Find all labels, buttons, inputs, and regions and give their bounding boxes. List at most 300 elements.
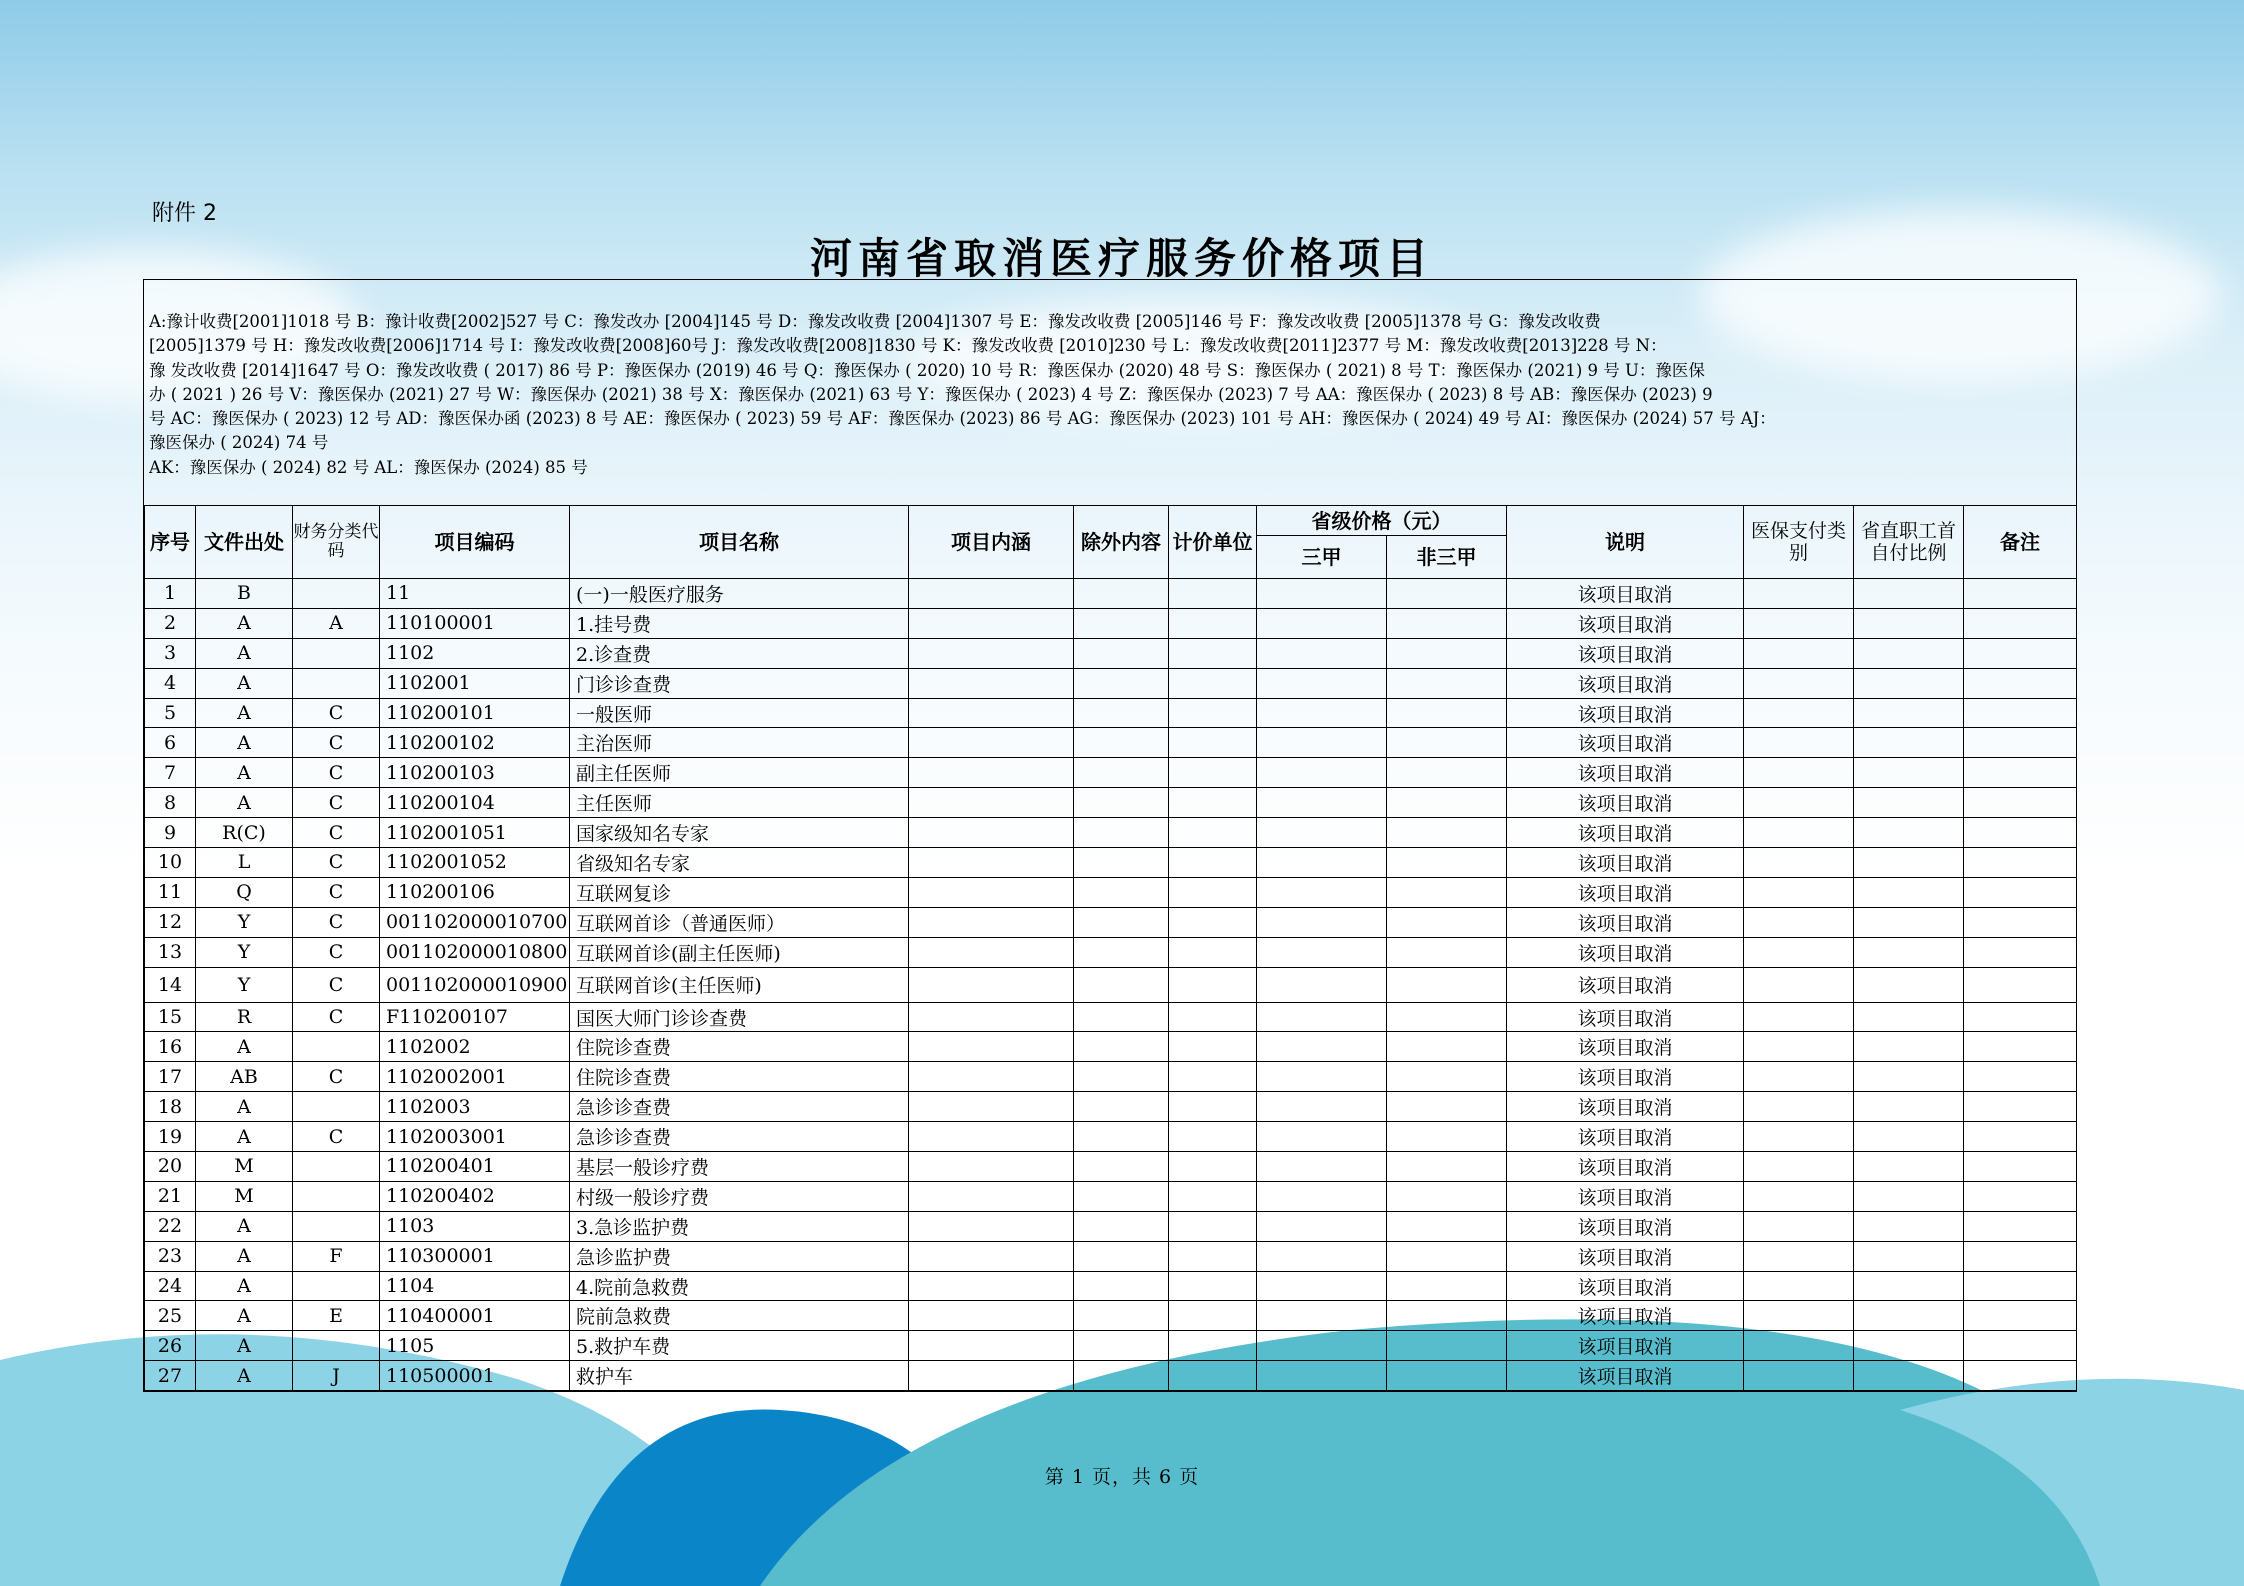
cell-finance-code bbox=[293, 1032, 380, 1062]
table-row bbox=[145, 818, 2077, 848]
cell-note: 该项目取消 bbox=[1507, 1301, 1744, 1331]
cell-grade-3a-price bbox=[1257, 1032, 1387, 1062]
table-row bbox=[145, 728, 2077, 758]
cell-non-grade-3a-price bbox=[1387, 937, 1507, 967]
cell-unit bbox=[1169, 638, 1257, 668]
cell-item-code: 110100001 bbox=[380, 608, 570, 638]
cell-item-name: 院前急救费 bbox=[570, 1301, 909, 1331]
cell-remark bbox=[1964, 1152, 2077, 1182]
header-item-code: 项目编码 bbox=[380, 506, 570, 579]
cell-grade-3a-price bbox=[1257, 638, 1387, 668]
cell-unit bbox=[1169, 1331, 1257, 1361]
cell-content bbox=[909, 1152, 1074, 1182]
cell-content bbox=[909, 698, 1074, 728]
cell-content bbox=[909, 579, 1074, 609]
cell-seq: 3 bbox=[145, 638, 196, 668]
cell-unit bbox=[1169, 608, 1257, 638]
table-row bbox=[145, 668, 2077, 698]
cell-self-pay-ratio bbox=[1854, 1271, 1964, 1301]
cell-grade-3a-price bbox=[1257, 877, 1387, 907]
cell-insurance-type bbox=[1744, 1181, 1854, 1211]
cell-self-pay-ratio bbox=[1854, 728, 1964, 758]
cell-self-pay-ratio bbox=[1854, 758, 1964, 788]
cell-self-pay-ratio bbox=[1854, 1062, 1964, 1092]
cell-remark bbox=[1964, 698, 2077, 728]
cell-insurance-type bbox=[1744, 877, 1854, 907]
cell-insurance-type bbox=[1744, 1152, 1854, 1182]
cell-exclusions bbox=[1074, 1361, 1169, 1391]
cell-remark bbox=[1964, 1122, 2077, 1152]
cell-note: 该项目取消 bbox=[1507, 1271, 1744, 1301]
cell-note: 该项目取消 bbox=[1507, 1092, 1744, 1122]
cell-grade-3a-price bbox=[1257, 967, 1387, 1002]
header-note: 说明 bbox=[1507, 506, 1744, 579]
table-row bbox=[145, 848, 2077, 878]
reference-line: 办 ( 2021 ) 26 号 V：豫医保办 (2021) 27 号 W：豫医保办 (2021) 38 号 X：豫医保办 (2021) 63 号 Y：豫医保办 ( 2023) 4 号 Z：豫医保办 (2023) 7 号 AA：豫医保办 ( 2023) 8 号 AB：豫医保办 (2023) 9 bbox=[149, 384, 1713, 404]
cell-source: A bbox=[196, 788, 293, 818]
cell-item-name: 门诊诊查费 bbox=[570, 668, 909, 698]
cell-item-name: 急诊监护费 bbox=[570, 1241, 909, 1271]
cell-unit bbox=[1169, 967, 1257, 1002]
cell-item-name: 住院诊查费 bbox=[570, 1062, 909, 1092]
cell-non-grade-3a-price bbox=[1387, 668, 1507, 698]
cell-note: 该项目取消 bbox=[1507, 579, 1744, 609]
cell-grade-3a-price bbox=[1257, 907, 1387, 937]
cell-finance-code bbox=[293, 1152, 380, 1182]
cell-note: 该项目取消 bbox=[1507, 1062, 1744, 1092]
cell-seq: 12 bbox=[145, 907, 196, 937]
cell-seq: 1 bbox=[145, 579, 196, 609]
cell-finance-code: C bbox=[293, 848, 380, 878]
cell-insurance-type bbox=[1744, 698, 1854, 728]
table-row bbox=[145, 698, 2077, 728]
cell-item-code: 1102001 bbox=[380, 668, 570, 698]
cell-source: M bbox=[196, 1181, 293, 1211]
table-row bbox=[145, 608, 2077, 638]
cell-source: Y bbox=[196, 907, 293, 937]
cell-exclusions bbox=[1074, 877, 1169, 907]
cell-insurance-type bbox=[1744, 1002, 1854, 1032]
cell-self-pay-ratio bbox=[1854, 937, 1964, 967]
cell-unit bbox=[1169, 1241, 1257, 1271]
cell-non-grade-3a-price bbox=[1387, 848, 1507, 878]
cell-insurance-type bbox=[1744, 1032, 1854, 1062]
table-row bbox=[145, 877, 2077, 907]
cell-exclusions bbox=[1074, 1181, 1169, 1211]
table-row bbox=[145, 967, 2077, 1002]
cell-finance-code: C bbox=[293, 728, 380, 758]
cell-note: 该项目取消 bbox=[1507, 638, 1744, 668]
cell-seq: 24 bbox=[145, 1271, 196, 1301]
cell-remark bbox=[1964, 967, 2077, 1002]
cell-insurance-type bbox=[1744, 1301, 1854, 1331]
cell-finance-code bbox=[293, 668, 380, 698]
cell-note: 该项目取消 bbox=[1507, 1122, 1744, 1152]
cell-item-code: 001102000010700 bbox=[380, 907, 570, 937]
cell-seq: 18 bbox=[145, 1092, 196, 1122]
cell-item-code: 1102003 bbox=[380, 1092, 570, 1122]
cell-item-code: 110200401 bbox=[380, 1152, 570, 1182]
cell-self-pay-ratio bbox=[1854, 608, 1964, 638]
cell-seq: 14 bbox=[145, 967, 196, 1002]
cell-item-code: 110500001 bbox=[380, 1361, 570, 1391]
cell-grade-3a-price bbox=[1257, 1122, 1387, 1152]
cell-item-code: 1102 bbox=[380, 638, 570, 668]
header-remark: 备注 bbox=[1964, 506, 2077, 579]
cell-unit bbox=[1169, 728, 1257, 758]
cell-unit bbox=[1169, 758, 1257, 788]
cell-self-pay-ratio bbox=[1854, 848, 1964, 878]
cell-content bbox=[909, 818, 1074, 848]
cell-source: A bbox=[196, 728, 293, 758]
reference-line: 豫 发改收费 [2014]1647 号 O：豫发改收费 ( 2017) 86 号 P：豫医保办 (2019) 46 号 Q：豫医保办 ( 2020) 10 号 R：豫医保办 (2020) 48 号 S：豫医保办 ( 2021) 8 号 T：豫医保办 (2021) 9 号 U：豫医保 bbox=[149, 360, 1705, 380]
table-row bbox=[145, 1241, 2077, 1271]
cell-exclusions bbox=[1074, 608, 1169, 638]
cell-remark bbox=[1964, 907, 2077, 937]
cell-item-name: 急诊诊查费 bbox=[570, 1122, 909, 1152]
cell-item-code: 1105 bbox=[380, 1331, 570, 1361]
cell-unit bbox=[1169, 698, 1257, 728]
cell-finance-code bbox=[293, 1331, 380, 1361]
cell-finance-code bbox=[293, 579, 380, 609]
cell-remark bbox=[1964, 788, 2077, 818]
cell-content bbox=[909, 1122, 1074, 1152]
cell-grade-3a-price bbox=[1257, 728, 1387, 758]
cell-exclusions bbox=[1074, 818, 1169, 848]
cell-grade-3a-price bbox=[1257, 698, 1387, 728]
cell-seq: 2 bbox=[145, 608, 196, 638]
cell-grade-3a-price bbox=[1257, 1152, 1387, 1182]
cell-item-name: 住院诊查费 bbox=[570, 1032, 909, 1062]
cell-item-name: 副主任医师 bbox=[570, 758, 909, 788]
cell-exclusions bbox=[1074, 1122, 1169, 1152]
cell-exclusions bbox=[1074, 967, 1169, 1002]
cell-note: 该项目取消 bbox=[1507, 608, 1744, 638]
cell-item-name: 2.诊查费 bbox=[570, 638, 909, 668]
cell-seq: 25 bbox=[145, 1301, 196, 1331]
cell-source: A bbox=[196, 1122, 293, 1152]
cell-insurance-type bbox=[1744, 907, 1854, 937]
cell-remark bbox=[1964, 1181, 2077, 1211]
cell-unit bbox=[1169, 1122, 1257, 1152]
cell-note: 该项目取消 bbox=[1507, 728, 1744, 758]
cell-insurance-type bbox=[1744, 579, 1854, 609]
cell-remark bbox=[1964, 608, 2077, 638]
cell-unit bbox=[1169, 788, 1257, 818]
cell-content bbox=[909, 937, 1074, 967]
cell-note: 该项目取消 bbox=[1507, 758, 1744, 788]
cell-exclusions bbox=[1074, 1032, 1169, 1062]
cell-insurance-type bbox=[1744, 1361, 1854, 1391]
cell-exclusions bbox=[1074, 698, 1169, 728]
table-row bbox=[145, 788, 2077, 818]
cell-grade-3a-price bbox=[1257, 788, 1387, 818]
cell-unit bbox=[1169, 668, 1257, 698]
header-exclusions: 除外内容 bbox=[1074, 506, 1169, 579]
cell-item-code: 1102002001 bbox=[380, 1062, 570, 1092]
cell-non-grade-3a-price bbox=[1387, 698, 1507, 728]
cell-finance-code: C bbox=[293, 967, 380, 1002]
cell-unit bbox=[1169, 1361, 1257, 1391]
cell-seq: 26 bbox=[145, 1331, 196, 1361]
cell-self-pay-ratio bbox=[1854, 1361, 1964, 1391]
cell-non-grade-3a-price bbox=[1387, 638, 1507, 668]
cell-content bbox=[909, 1181, 1074, 1211]
cell-self-pay-ratio bbox=[1854, 638, 1964, 668]
cell-item-code: 1103 bbox=[380, 1211, 570, 1241]
cell-unit bbox=[1169, 1181, 1257, 1211]
cell-seq: 13 bbox=[145, 937, 196, 967]
cell-exclusions bbox=[1074, 668, 1169, 698]
cell-unit bbox=[1169, 1211, 1257, 1241]
cell-self-pay-ratio bbox=[1854, 1301, 1964, 1331]
table-row bbox=[145, 1271, 2077, 1301]
cell-content bbox=[909, 728, 1074, 758]
cell-seq: 11 bbox=[145, 877, 196, 907]
cell-source: Q bbox=[196, 877, 293, 907]
cell-item-code: 110400001 bbox=[380, 1301, 570, 1331]
cell-source: M bbox=[196, 1152, 293, 1182]
cell-unit bbox=[1169, 1032, 1257, 1062]
table-row bbox=[145, 1211, 2077, 1241]
cell-exclusions bbox=[1074, 638, 1169, 668]
cell-finance-code: C bbox=[293, 698, 380, 728]
cell-exclusions bbox=[1074, 1241, 1169, 1271]
cell-exclusions bbox=[1074, 907, 1169, 937]
cell-grade-3a-price bbox=[1257, 1002, 1387, 1032]
cell-non-grade-3a-price bbox=[1387, 1181, 1507, 1211]
cell-note: 该项目取消 bbox=[1507, 1241, 1744, 1271]
cell-finance-code: C bbox=[293, 877, 380, 907]
cell-remark bbox=[1964, 1301, 2077, 1331]
cell-item-code: 110200106 bbox=[380, 877, 570, 907]
cell-exclusions bbox=[1074, 579, 1169, 609]
table-row bbox=[145, 579, 2077, 609]
table-row bbox=[145, 907, 2077, 937]
cell-unit bbox=[1169, 848, 1257, 878]
cell-item-code: 110200103 bbox=[380, 758, 570, 788]
table-row bbox=[145, 1301, 2077, 1331]
cell-item-code: F110200107 bbox=[380, 1002, 570, 1032]
cell-source: L bbox=[196, 848, 293, 878]
cell-seq: 20 bbox=[145, 1152, 196, 1182]
cell-grade-3a-price bbox=[1257, 1092, 1387, 1122]
cell-note: 该项目取消 bbox=[1507, 668, 1744, 698]
table-row bbox=[145, 1032, 2077, 1062]
cell-item-name: 国医大师门诊诊查费 bbox=[570, 1002, 909, 1032]
cell-insurance-type bbox=[1744, 1062, 1854, 1092]
cell-self-pay-ratio bbox=[1854, 1331, 1964, 1361]
cell-grade-3a-price bbox=[1257, 1181, 1387, 1211]
cell-self-pay-ratio bbox=[1854, 1032, 1964, 1062]
cell-finance-code: C bbox=[293, 1062, 380, 1092]
cell-non-grade-3a-price bbox=[1387, 1062, 1507, 1092]
cell-remark bbox=[1964, 848, 2077, 878]
cell-grade-3a-price bbox=[1257, 579, 1387, 609]
cell-grade-3a-price bbox=[1257, 1331, 1387, 1361]
cell-insurance-type bbox=[1744, 638, 1854, 668]
header-grade-3a: 三甲 bbox=[1257, 536, 1387, 579]
cell-seq: 4 bbox=[145, 668, 196, 698]
cell-finance-code: C bbox=[293, 1002, 380, 1032]
cell-item-code: 1104 bbox=[380, 1271, 570, 1301]
reference-line: A:豫计收费[2001]1018 号 B：豫计收费[2002]527 号 C：豫发改办 [2004]145 号 D：豫发改收费 [2004]1307 号 E：豫发改收费 [2005]146 号 F：豫发改收费 [2005]1378 号 G：豫发改收费 bbox=[149, 312, 1601, 331]
cell-non-grade-3a-price bbox=[1387, 1122, 1507, 1152]
cell-self-pay-ratio bbox=[1854, 1002, 1964, 1032]
cell-non-grade-3a-price bbox=[1387, 877, 1507, 907]
cell-finance-code bbox=[293, 1271, 380, 1301]
cell-content bbox=[909, 1361, 1074, 1391]
table-row bbox=[145, 1181, 2077, 1211]
cell-content bbox=[909, 848, 1074, 878]
cell-insurance-type bbox=[1744, 788, 1854, 818]
cell-note: 该项目取消 bbox=[1507, 1331, 1744, 1361]
cell-remark bbox=[1964, 937, 2077, 967]
cell-note: 该项目取消 bbox=[1507, 1002, 1744, 1032]
header-insurance-type: 医保支付类别 bbox=[1744, 506, 1854, 579]
cell-seq: 9 bbox=[145, 818, 196, 848]
cell-grade-3a-price bbox=[1257, 1211, 1387, 1241]
cell-exclusions bbox=[1074, 1271, 1169, 1301]
cell-source: R(C) bbox=[196, 818, 293, 848]
cell-item-code: 110300001 bbox=[380, 1241, 570, 1271]
cell-note: 该项目取消 bbox=[1507, 1211, 1744, 1241]
cell-exclusions bbox=[1074, 758, 1169, 788]
header-seq: 序号 bbox=[145, 506, 196, 579]
table-row bbox=[145, 937, 2077, 967]
cell-non-grade-3a-price bbox=[1387, 1271, 1507, 1301]
cell-finance-code: J bbox=[293, 1361, 380, 1391]
cell-exclusions bbox=[1074, 1211, 1169, 1241]
cell-content bbox=[909, 1062, 1074, 1092]
cell-content bbox=[909, 907, 1074, 937]
cell-content bbox=[909, 967, 1074, 1002]
cell-seq: 17 bbox=[145, 1062, 196, 1092]
cell-note: 该项目取消 bbox=[1507, 848, 1744, 878]
cell-grade-3a-price bbox=[1257, 1301, 1387, 1331]
cell-non-grade-3a-price bbox=[1387, 608, 1507, 638]
cell-content bbox=[909, 1092, 1074, 1122]
cell-insurance-type bbox=[1744, 818, 1854, 848]
cell-remark bbox=[1964, 758, 2077, 788]
cell-unit bbox=[1169, 1092, 1257, 1122]
cell-remark bbox=[1964, 1062, 2077, 1092]
cell-source: A bbox=[196, 698, 293, 728]
cell-insurance-type bbox=[1744, 728, 1854, 758]
cell-remark bbox=[1964, 1361, 2077, 1391]
cell-content bbox=[909, 877, 1074, 907]
cell-exclusions bbox=[1074, 1092, 1169, 1122]
cell-grade-3a-price bbox=[1257, 1062, 1387, 1092]
cell-finance-code: C bbox=[293, 758, 380, 788]
cell-note: 该项目取消 bbox=[1507, 788, 1744, 818]
cell-insurance-type bbox=[1744, 1241, 1854, 1271]
cell-self-pay-ratio bbox=[1854, 1092, 1964, 1122]
cell-content bbox=[909, 1271, 1074, 1301]
cell-finance-code bbox=[293, 1211, 380, 1241]
cell-source: R bbox=[196, 1002, 293, 1032]
cell-content bbox=[909, 1032, 1074, 1062]
cell-grade-3a-price bbox=[1257, 758, 1387, 788]
table-row bbox=[145, 1331, 2077, 1361]
cell-item-name: 一般医师 bbox=[570, 698, 909, 728]
cell-remark bbox=[1964, 1241, 2077, 1271]
cell-seq: 22 bbox=[145, 1211, 196, 1241]
cell-item-name: 主任医师 bbox=[570, 788, 909, 818]
cell-seq: 5 bbox=[145, 698, 196, 728]
cell-insurance-type bbox=[1744, 848, 1854, 878]
cell-unit bbox=[1169, 1062, 1257, 1092]
cell-note: 该项目取消 bbox=[1507, 967, 1744, 1002]
cell-remark bbox=[1964, 668, 2077, 698]
cell-note: 该项目取消 bbox=[1507, 1032, 1744, 1062]
cell-unit bbox=[1169, 877, 1257, 907]
cell-source: A bbox=[196, 638, 293, 668]
cell-remark bbox=[1964, 877, 2077, 907]
cell-insurance-type bbox=[1744, 937, 1854, 967]
cell-item-code: 001102000010900 bbox=[380, 967, 570, 1002]
cell-source: AB bbox=[196, 1062, 293, 1092]
cell-non-grade-3a-price bbox=[1387, 1211, 1507, 1241]
cell-unit bbox=[1169, 1271, 1257, 1301]
cell-non-grade-3a-price bbox=[1387, 1361, 1507, 1391]
cell-seq: 6 bbox=[145, 728, 196, 758]
cell-note: 该项目取消 bbox=[1507, 937, 1744, 967]
attachment-label: 附件 2 bbox=[152, 201, 217, 226]
cell-remark bbox=[1964, 579, 2077, 609]
cell-remark bbox=[1964, 818, 2077, 848]
cell-insurance-type bbox=[1744, 758, 1854, 788]
cell-item-code: 110200102 bbox=[380, 728, 570, 758]
cell-source: A bbox=[196, 1331, 293, 1361]
cell-remark bbox=[1964, 638, 2077, 668]
reference-line: [2005]1379 号 H：豫发改收费[2006]1714 号 I：豫发改收费[2008]60号 J：豫发改收费[2008]1830 号 K：豫发改收费 [2010]230 号 L：豫发改收费[2011]2377 号 M：豫发改收费[2013]228 号 N： bbox=[149, 336, 1667, 356]
cell-content bbox=[909, 1241, 1074, 1271]
cell-seq: 16 bbox=[145, 1032, 196, 1062]
cell-item-name: 1.挂号费 bbox=[570, 608, 909, 638]
cell-item-name: 主治医师 bbox=[570, 728, 909, 758]
cell-self-pay-ratio bbox=[1854, 877, 1964, 907]
cell-finance-code bbox=[293, 1181, 380, 1211]
cell-remark bbox=[1964, 1271, 2077, 1301]
cell-seq: 7 bbox=[145, 758, 196, 788]
cell-exclusions bbox=[1074, 1002, 1169, 1032]
cell-grade-3a-price bbox=[1257, 608, 1387, 638]
cell-finance-code bbox=[293, 1092, 380, 1122]
cell-remark bbox=[1964, 728, 2077, 758]
cell-exclusions bbox=[1074, 728, 1169, 758]
cell-item-name: 互联网首诊（普通医师） bbox=[570, 907, 909, 937]
cell-item-name: 4.院前急救费 bbox=[570, 1271, 909, 1301]
cell-note: 该项目取消 bbox=[1507, 907, 1744, 937]
header-non-grade-3a: 非三甲 bbox=[1387, 536, 1507, 579]
cell-content bbox=[909, 1002, 1074, 1032]
cell-self-pay-ratio bbox=[1854, 1211, 1964, 1241]
header-province-price: 省级价格（元） bbox=[1257, 506, 1507, 536]
cell-source: A bbox=[196, 1361, 293, 1391]
cell-item-name: 3.急诊监护费 bbox=[570, 1211, 909, 1241]
cell-non-grade-3a-price bbox=[1387, 579, 1507, 609]
cell-item-code: 001102000010800 bbox=[380, 937, 570, 967]
cell-item-name: 村级一般诊疗费 bbox=[570, 1181, 909, 1211]
cell-item-name: (一)一般医疗服务 bbox=[570, 579, 909, 609]
cell-insurance-type bbox=[1744, 967, 1854, 1002]
cell-self-pay-ratio bbox=[1854, 1241, 1964, 1271]
cell-source: Y bbox=[196, 937, 293, 967]
cell-grade-3a-price bbox=[1257, 937, 1387, 967]
cell-exclusions bbox=[1074, 937, 1169, 967]
cell-seq: 10 bbox=[145, 848, 196, 878]
